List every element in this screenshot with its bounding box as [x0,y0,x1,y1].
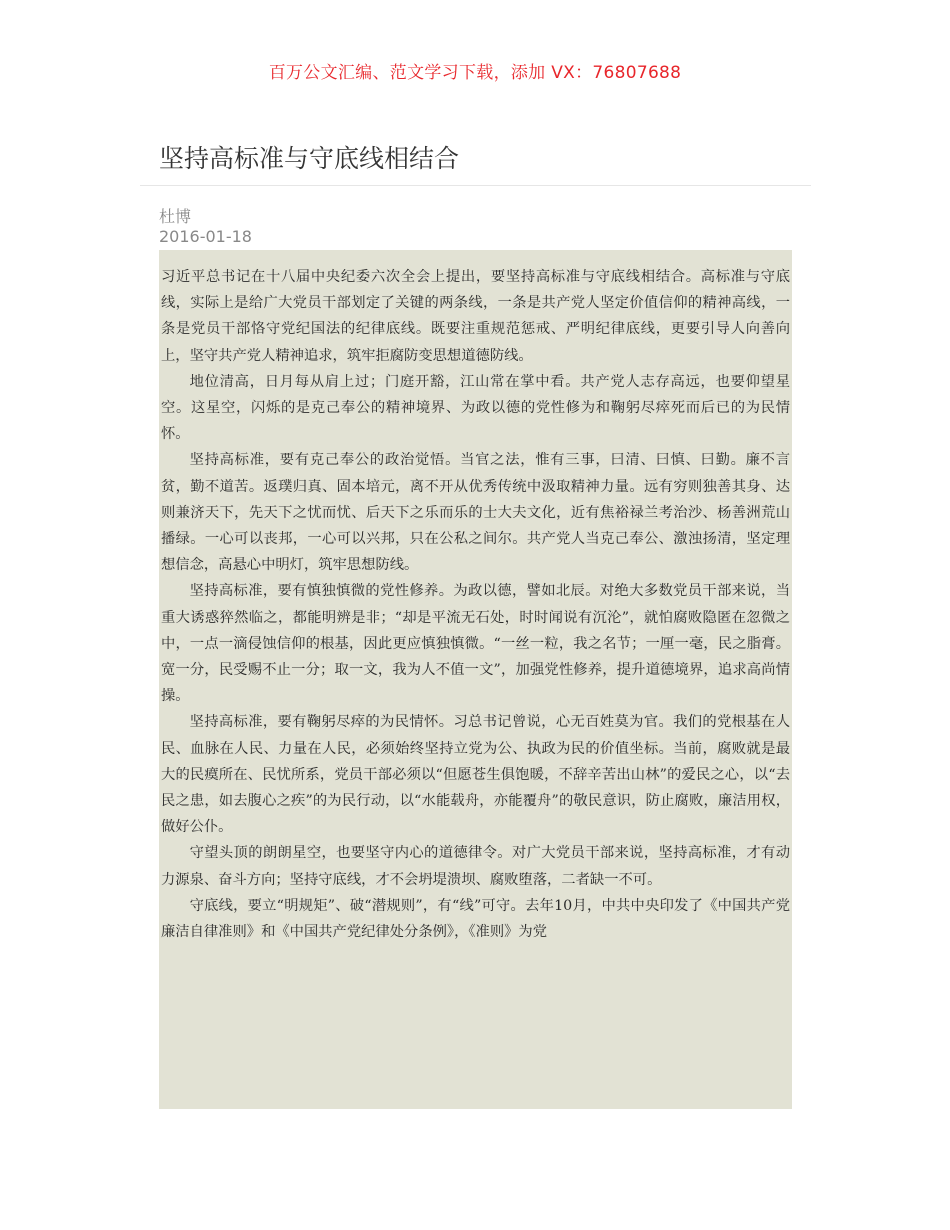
article-author: 杜博 [159,207,192,226]
article-paragraph: 坚持高标准，要有慎独慎微的党性修养。为政以德，譬如北辰。对绝大多数党员干部来说，当重大诱惑猝然临之，都能明辨是非；“却是平流无石处，时时闻说有沉沦”，就怕腐败隐匿在忽微之中，一点一滴侵蚀信仰的根基，因此更应慎独慎微。“一丝一粒，我之名节；一厘一毫，民之脂膏。宽一分，民受赐不止一分；取一文，我为人不值一文”，加强党性修养，提升道德境界，追求高尚情操。 [161,583,790,705]
article-paragraph: 守底线，要立“明规矩”、破“潜规则”，有“线”可守。去年10月，中共中央印发了《中国共产党廉洁自律准则》和《中国共产党纪律处分条例》，《准则》为党 [161,897,790,941]
title-divider [140,185,811,186]
promo-banner: 百万公文汇编、范文学习下载，添加 VX：76807688 [268,63,682,83]
article-paragraph: 习近平总书记在十八届中央纪委六次全会上提出，要坚持高标准与守底线相结合。高标准与守底线，实际上是给广大党员干部划定了关键的两条线，一条是共产党人坚定价值信仰的精神高线，一条是党员干部恪守党纪国法的纪律底线。既要注重规范惩戒、严明纪律底线，更要引导人向善向上，坚守共产党人精神追求，筑牢拒腐防变思想道德防线。 [161,269,790,364]
article-paragraph: 坚持高标准，要有克己奉公的政治觉悟。当官之法，惟有三事，曰清、曰慎、曰勤。廉不言贫，勤不道苦。返璞归真、固本培元，离不开从优秀传统中汲取精神力量。远有穷则独善其身、达则兼济天下，先天下之忧而忧、后天下之乐而乐的士大夫文化，近有焦裕禄兰考治沙、杨善洲荒山播绿。一心可以丧邦，一心可以兴邦，只在公私之间尔。共产党人当克己奉公、激浊扬清，坚定理想信念，高悬心中明灯，筑牢思想防线。 [161,452,790,574]
article-paragraph: 守望头顶的朗朗星空，也要坚守内心的道德律令。对广大党员干部来说，坚持高标准，才有动力源泉、奋斗方向；坚持守底线，才不会坍堤溃坝、腐败堕落，二者缺一不可。 [161,845,790,888]
article-body [159,250,792,1109]
article-paragraph: 坚持高标准，要有鞠躬尽瘁的为民情怀。习总书记曾说，心无百姓莫为官。我们的党根基在人民、血脉在人民、力量在人民，必须始终坚持立党为公、执政为民的价值坐标。当前，腐败就是最大的民瘼所在、民忧所系，党员干部必须以“但愿苍生俱饱暖，不辞辛苦出山林”的爱民之心，以“去民之患，如去腹心之疾”的为民行动，以“水能载舟，亦能覆舟”的敬民意识，防止腐败，廉洁用权，做好公仆。 [161,714,790,836]
article-paragraph: 地位清高，日月每从肩上过；门庭开豁，江山常在掌中看。共产党人志存高远，也要仰望星空。这星空，闪烁的是克己奉公的精神境界、为政以德的党性修为和鞠躬尽瘁死而后已的为民情怀。 [161,373,790,443]
article-date: 2016-01-18 [159,227,252,246]
article-title: 坚持高标准与守底线相结合 [159,144,460,173]
